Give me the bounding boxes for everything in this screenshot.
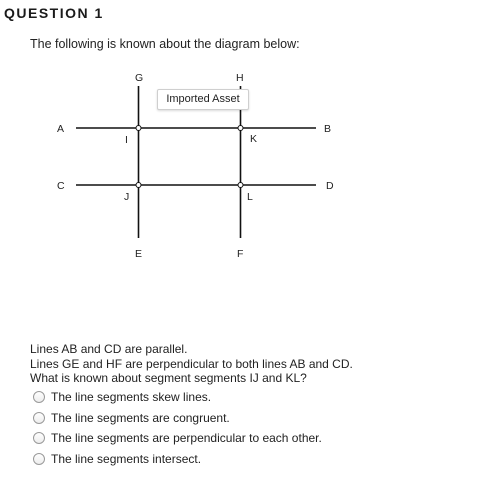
label-i: I xyxy=(125,134,128,146)
radio-button[interactable] xyxy=(33,453,45,465)
answer-option-label: The line segments are congruent. xyxy=(51,410,230,425)
point-l xyxy=(238,183,243,188)
statement-parallel: Lines AB and CD are parallel. xyxy=(30,342,188,356)
label-a: A xyxy=(57,123,65,135)
question-prompt: What is known about segment segments IJ and KL? xyxy=(30,371,307,385)
label-k: K xyxy=(250,133,258,145)
label-l: L xyxy=(247,191,253,203)
question-title: QUESTION 1 xyxy=(4,5,104,21)
answer-option-3[interactable] xyxy=(33,428,322,449)
point-i xyxy=(136,126,141,131)
label-g: G xyxy=(135,72,144,84)
imported-asset-tooltip: Imported Asset xyxy=(157,89,249,110)
label-f: F xyxy=(237,248,244,260)
label-b: B xyxy=(324,123,332,135)
radio-button[interactable] xyxy=(33,391,45,403)
answer-option-4[interactable] xyxy=(33,449,322,470)
label-d: D xyxy=(326,180,334,192)
label-c: C xyxy=(57,180,65,192)
label-e: E xyxy=(135,248,143,260)
answer-options xyxy=(33,387,322,469)
question-intro: The following is known about the diagram below: xyxy=(30,37,300,51)
point-j xyxy=(136,183,141,188)
answer-option-label: The line segments are perpendicular to each other. xyxy=(51,431,322,446)
label-j: J xyxy=(124,191,130,203)
radio-button[interactable] xyxy=(33,432,45,444)
answer-option-2[interactable] xyxy=(33,408,322,429)
answer-option-label: The line segments intersect. xyxy=(51,451,202,466)
answer-option-label: The line segments skew lines. xyxy=(51,390,212,405)
label-h: H xyxy=(236,72,244,84)
statement-perpendicular: Lines GE and HF are perpendicular to both lines AB and CD. xyxy=(30,356,353,371)
radio-button[interactable] xyxy=(33,412,45,424)
answer-option-1[interactable] xyxy=(33,387,322,408)
point-k xyxy=(238,126,243,131)
question-statements xyxy=(30,342,353,386)
